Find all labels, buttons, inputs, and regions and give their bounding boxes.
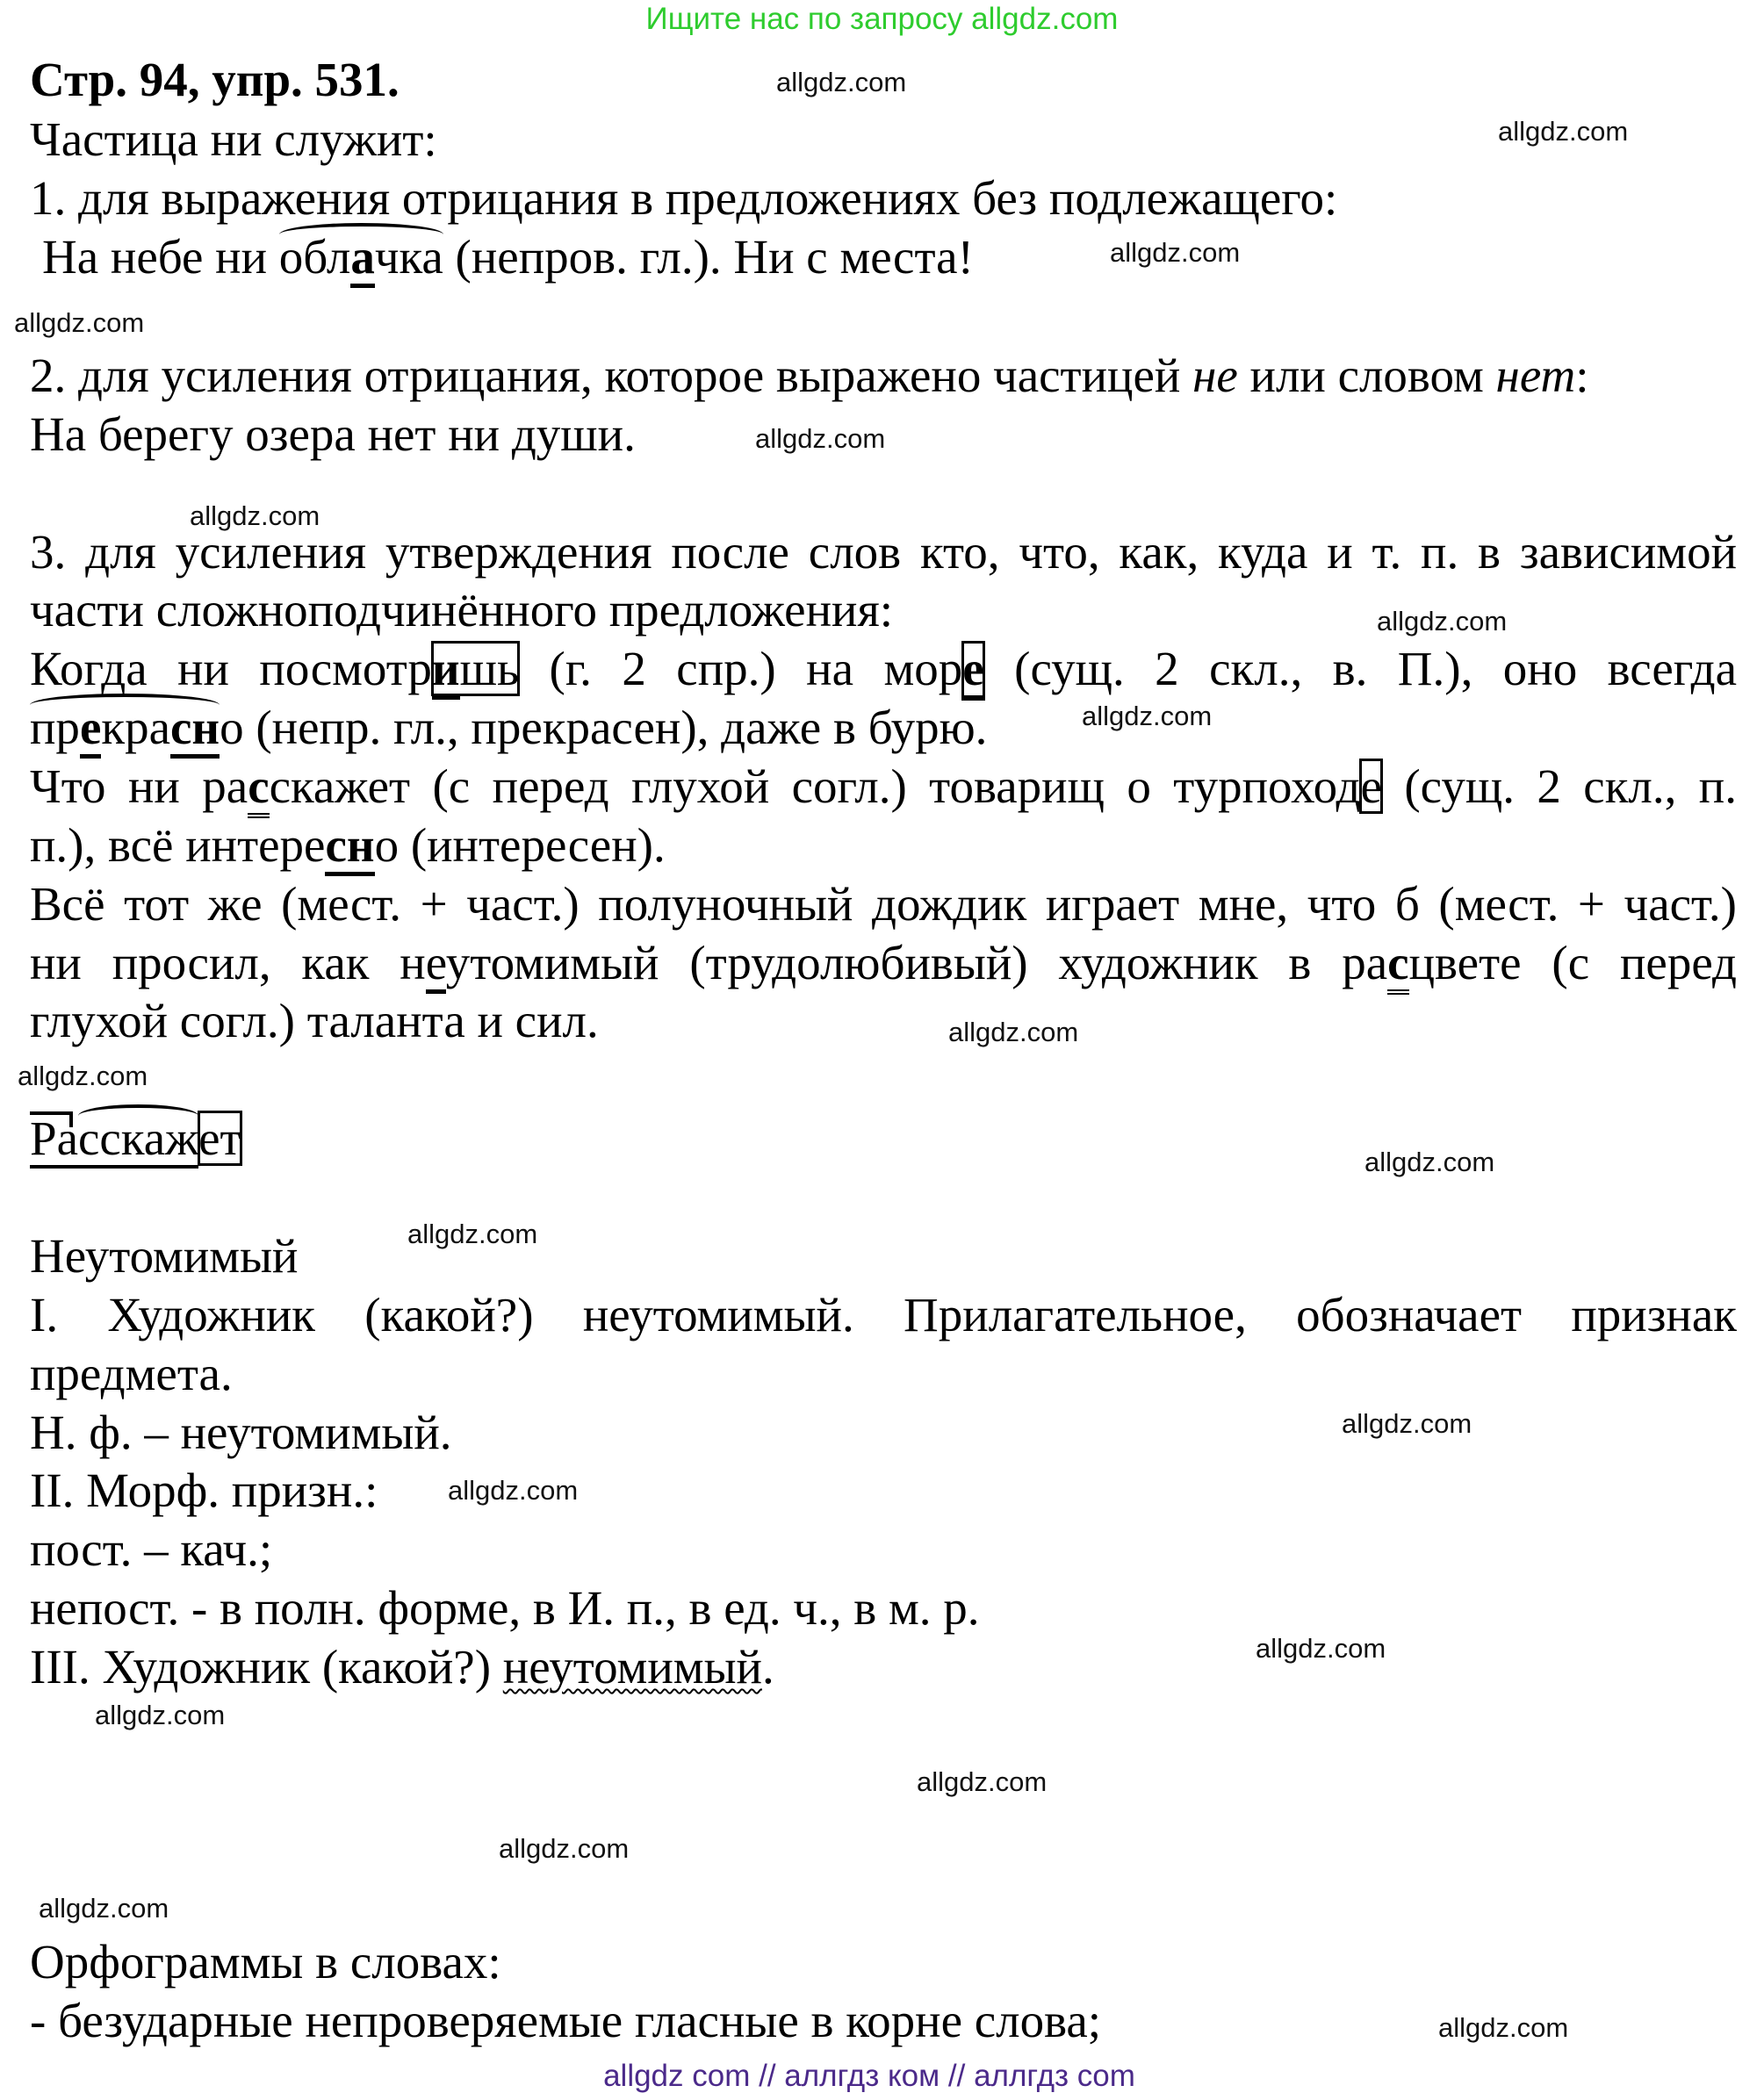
watermark: allgdz.com xyxy=(14,307,145,338)
top-banner: Ищите нас по запросу allgdz.com xyxy=(645,2,1119,36)
root-arc: облачка xyxy=(279,228,443,286)
analysis-p2: II. Морф. призн.: xyxy=(30,1464,378,1517)
orthograms-item: - безударные непроверяемые гласные в корне слова; xyxy=(30,1994,1102,2047)
section-3-heading-line2: части сложноподчинённого предложения: xyxy=(30,583,894,636)
watermark: allgdz.com xyxy=(1110,237,1241,268)
watermark: allgdz.com xyxy=(448,1475,579,1506)
analysis-p3: III. Художник (какой?) неутомимый. xyxy=(30,1640,774,1694)
section-1-example: На небе ни облачка (непров. гл.). Ни с места! xyxy=(42,228,974,286)
watermark: allgdz.com xyxy=(407,1219,538,1249)
word-stem xyxy=(30,1111,198,1169)
root-arc: прекрасн xyxy=(30,699,220,757)
watermark: allgdz.com xyxy=(1377,606,1508,636)
prefix-mark: Ра xyxy=(30,1110,78,1168)
analysis-p1-line2: предмета. xyxy=(30,1347,233,1400)
analysis-const: пост. – кач.; xyxy=(30,1522,273,1576)
wavy-underline-word: неутомимый xyxy=(502,1640,762,1694)
section-2-example: На берегу озера нет ни души. xyxy=(30,407,636,461)
watermark: allgdz.com xyxy=(1256,1633,1386,1664)
analysis-nonconst: непост. - в полн. форме, в И. п., в ед. ч., в м. р. xyxy=(30,1581,980,1635)
example-1-line1: Когда ни посмотришь (г. 2 спр.) на море (сущ. 2 скл., в. П.), оно всегда xyxy=(30,640,1737,698)
example-3-line1: Всё тот же (мест. + част.) полуночный дождик играет мне, что б (мест. + част.) xyxy=(30,877,1737,931)
example-3-line3: глухой согл.) таланта и сил. xyxy=(30,994,599,1047)
watermark: allgdz.com xyxy=(1438,2012,1569,2043)
watermark: allgdz.com xyxy=(917,1766,1048,1797)
ending-box: е xyxy=(962,642,983,700)
section-2-heading: 2. для усиления отрицания, которое выражено частицей не или словом нет: xyxy=(30,349,1589,402)
example-1-line2: прекрасно (непр. гл., прекрасен), даже в бурю. xyxy=(30,699,987,757)
page-title: Стр. 94, упр. 531. xyxy=(30,53,400,106)
root-arc: сскаж xyxy=(78,1110,198,1168)
intro-text: Частица ни служит: xyxy=(30,112,437,166)
ending-box: е xyxy=(1360,759,1382,813)
watermark: allgdz.com xyxy=(95,1700,226,1730)
watermark: allgdz.com xyxy=(190,500,320,531)
watermark: allgdz.com xyxy=(1082,701,1213,731)
watermark: allgdz.com xyxy=(1364,1147,1495,1177)
watermark: allgdz.com xyxy=(948,1017,1079,1047)
morpheme-parse xyxy=(30,1110,241,1168)
watermark: allgdz.com xyxy=(1342,1408,1472,1439)
example-2-line2: п.), всё интересно (интересен). xyxy=(30,816,666,874)
ending-box: ет xyxy=(198,1111,241,1165)
watermark: allgdz.com xyxy=(18,1061,148,1091)
analysis-word: Неутомимый xyxy=(30,1229,299,1283)
bottom-banner: allgdz com // аллгдз ком // аллгдз com xyxy=(603,2059,1135,2093)
example-3-line2: ни просил, как неутомимый (трудолюбивый) художник в расцвете (с перед xyxy=(30,934,1737,992)
ending-box: ишь xyxy=(432,642,519,695)
watermark: allgdz.com xyxy=(776,67,907,97)
orthograms-heading: Орфограммы в словах: xyxy=(30,1935,501,1989)
section-1-heading: 1. для выражения отрицания в предложениях без подлежащего: xyxy=(30,171,1338,225)
analysis-initial-form: Н. ф. – неутомимый. xyxy=(30,1406,452,1459)
section-3-heading-line1: 3. для усиления утверждения после слов кто, что, как, куда и т. п. в зависимой xyxy=(30,525,1737,579)
watermark: allgdz.com xyxy=(39,1893,169,1924)
example-2-line1: Что ни расскажет (с перед глухой согл.) товарищ о турпоходе (сущ. 2 скл., п. xyxy=(30,758,1737,816)
analysis-p1-line1: I. Художник (какой?) неутомимый. Прилагательное, обозначает признак xyxy=(30,1288,1737,1341)
watermark: allgdz.com xyxy=(755,423,886,454)
highlighted-vowel: а xyxy=(350,230,375,288)
watermark: allgdz.com xyxy=(499,1833,630,1864)
watermark: allgdz.com xyxy=(1498,116,1629,147)
